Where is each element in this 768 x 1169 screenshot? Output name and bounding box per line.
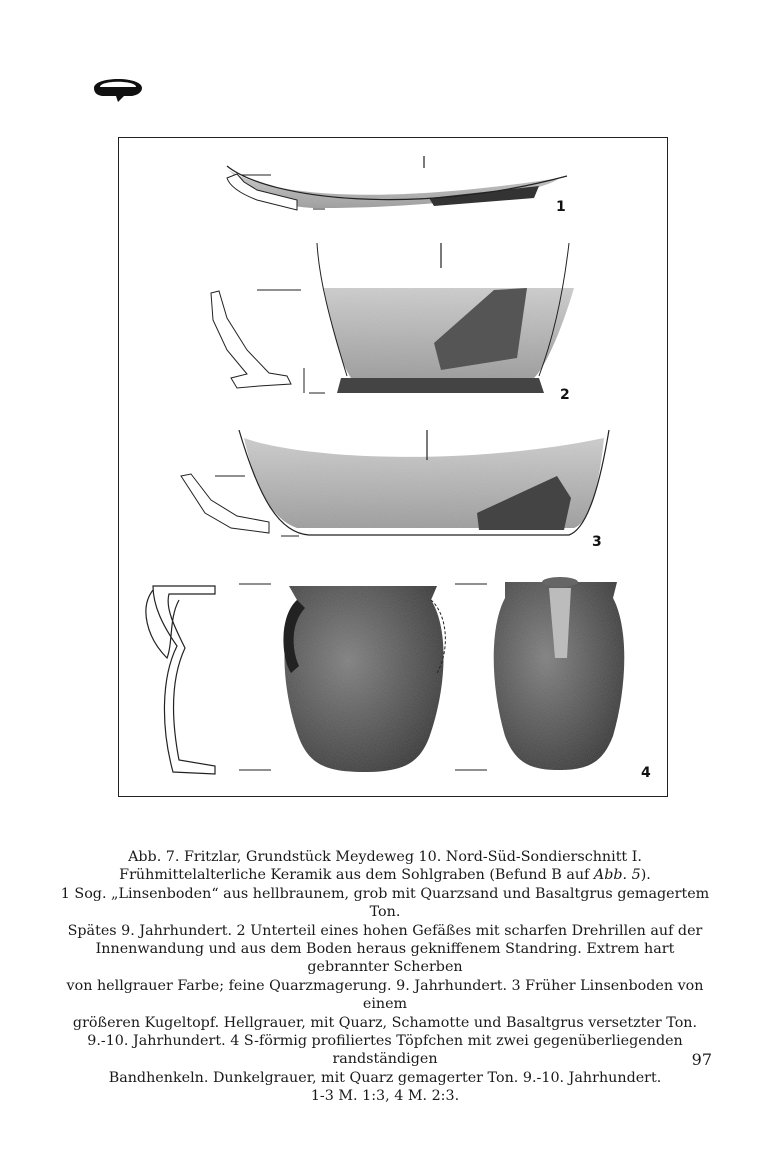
caption-line: Innenwandung und aus dem Boden heraus gekniffenem Standring. Extrem hart gebrannter Scherben (95, 941, 675, 976)
caption-line: Spätes 9. Jahrhundert. 2 Unterteil eines hohen Gefäßes mit scharfen Drehrillen auf der (67, 922, 703, 939)
caption-line: größeren Kugeltopf. Hellgrauer, mit Quarz, Schamotte und Basaltgrus versetzter Ton. (72, 1014, 698, 1031)
vessel-3-drawing (181, 430, 609, 536)
caption-line: von hellgrauer Farbe; feine Quarzmagerung. 9. Jahrhundert. 3 Früher Linsenboden von einem (66, 977, 704, 1013)
vessel-2-drawing (211, 243, 574, 393)
page-number: 97 (691, 1050, 712, 1069)
caption-line: Frühmittelalterliche Keramik aus dem Sohlgraben (Befund B auf Abb. 5). (119, 867, 651, 884)
vessel-1-drawing (227, 156, 567, 210)
caption-line: 1-3 M. 1:3, 4 M. 2:3. (310, 1088, 460, 1105)
caption-line: Bandhenkeln. Dunkelgrauer, mit Quarz gemagerter Ton. 9.-10. Jahrhundert. (108, 1069, 662, 1086)
figure-number-4: 4 (641, 765, 651, 781)
vessel-4-drawing (146, 577, 624, 774)
pottery-illustration (119, 138, 666, 795)
figure-caption (60, 848, 710, 1106)
caption-line: Abb. 7. Fritzlar, Grundstück Meydeweg 10. Nord-Süd-Sondierschnitt I. (128, 849, 642, 865)
figure-number-3: 3 (592, 534, 602, 550)
figure-number-2: 2 (560, 387, 570, 403)
caption-line: 9.-10. Jahrhundert. 4 S-förmig profiliertes Töpfchen mit zwei gegenüberliegenden randständigen (87, 1033, 683, 1068)
figure-frame (118, 137, 668, 797)
publisher-logo-icon (88, 68, 148, 108)
figure-number-1: 1 (556, 199, 566, 215)
caption-reference: Abb. 5 (593, 867, 641, 884)
caption-line: 1 Sog. „Linsenboden“ aus hellbraunem, grob mit Quarzsand und Basaltgrus gemagertem Ton. (60, 885, 710, 921)
